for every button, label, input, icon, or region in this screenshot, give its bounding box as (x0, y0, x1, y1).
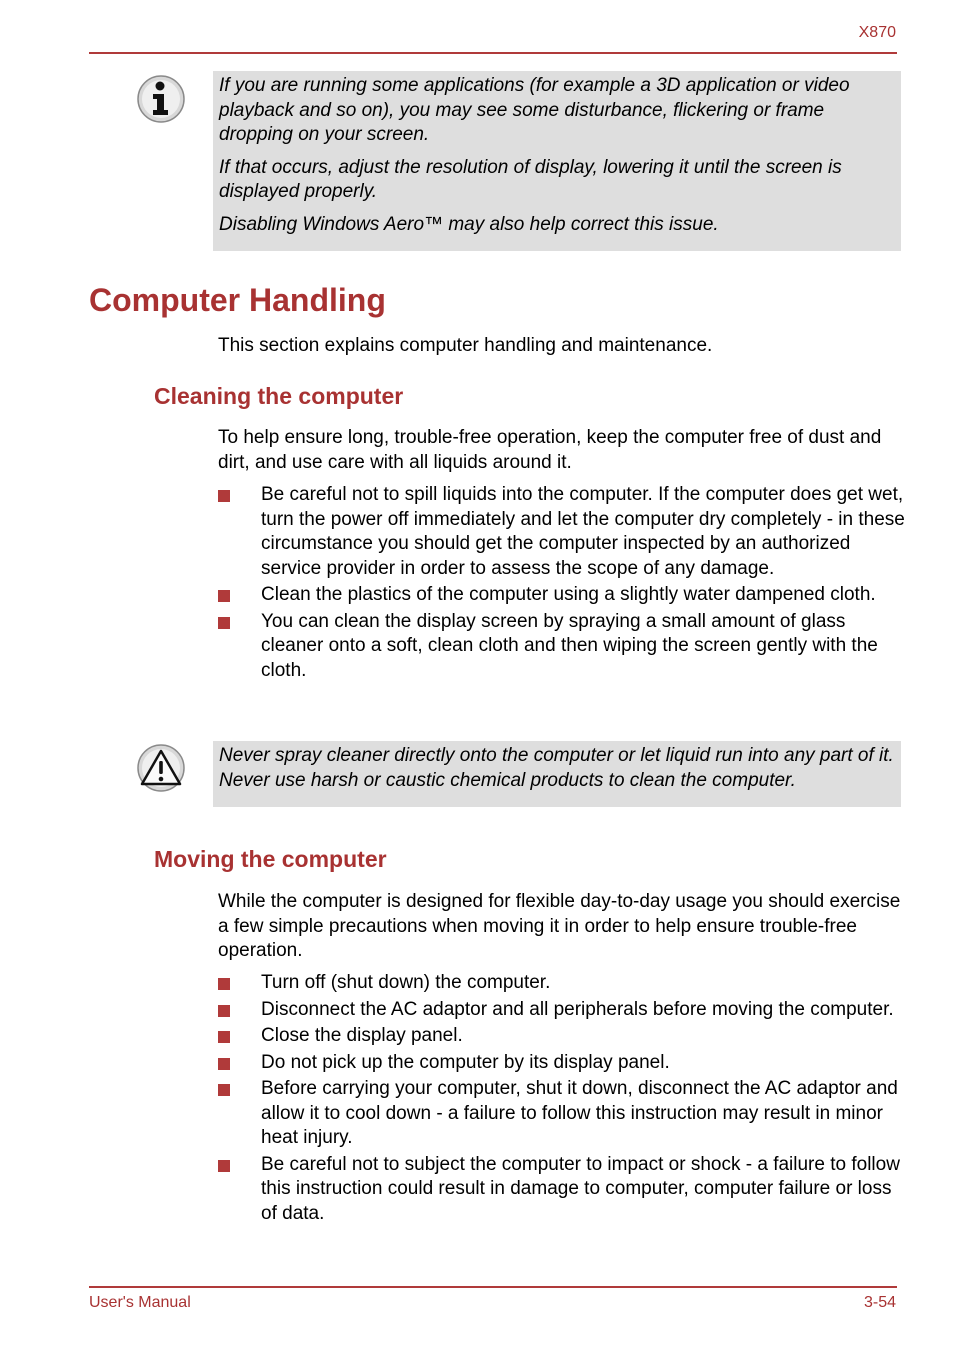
list-item: You can clean the display screen by spraying a small amount of glass cleaner onto a soft, clean cloth and then wiping the screen gently with the cloth. (218, 610, 908, 684)
list-item: Clean the plastics of the computer using a slightly water dampened cloth. (218, 583, 908, 608)
info-note-paragraph: If that occurs, adjust the resolution of display, lowering it until the screen is displayed properly. (219, 156, 842, 202)
moving-heading: Moving the computer (154, 846, 387, 872)
info-note-paragraph: If you are running some applications (for example a 3D application or video playback and so on), you may see some disturbance, flickering or frame dropping on your screen. (219, 75, 850, 145)
list-item: Do not pick up the computer by its display panel. (218, 1051, 908, 1076)
list-item: Before carrying your computer, shut it down, disconnect the AC adaptor and allow it to cool down - a failure to follow this instruction may result in minor heat injury. (218, 1077, 908, 1151)
section-title: Computer Handling (89, 282, 386, 318)
warning-note (213, 741, 901, 807)
list-item: Turn off (shut down) the computer. (218, 971, 908, 996)
info-icon (136, 74, 186, 124)
warning-icon (136, 743, 186, 793)
list-item: Disconnect the AC adaptor and all peripherals before moving the computer. (218, 998, 908, 1023)
page-number: 3-54 (863, 1294, 896, 1311)
list-item: Close the display panel. (218, 1024, 908, 1049)
header-rule (89, 52, 897, 54)
cleaning-list (218, 483, 908, 685)
warning-note-text: Never spray cleaner directly onto the computer or let liquid run into any part of it. Never use harsh or caustic chemical products to clean the computer. (219, 745, 894, 791)
section-intro: This section explains computer handling and maintenance. (218, 335, 713, 356)
moving-paragraph: While the computer is designed for flexible day-to-day usage you should exercise a few simple precautions when moving it in order to help ensure trouble-free operation. (218, 891, 901, 961)
footer-manual-title: User's Manual (89, 1294, 191, 1311)
moving-list (218, 971, 908, 1228)
list-item: Be careful not to subject the computer to impact or shock - a failure to follow this instruction could result in damage to computer, computer failure or loss of data. (218, 1153, 908, 1227)
header-model: X870 (858, 24, 896, 41)
list-item: Be careful not to spill liquids into the computer. If the computer does get wet, turn the power off immediately and let the computer dry completely - in these circumstance you should get the computer inspected by an authorized service provider in order to assess the scope of any damage. (218, 483, 908, 581)
info-note (213, 71, 901, 251)
footer-rule (89, 1286, 897, 1288)
cleaning-paragraph: To help ensure long, trouble-free operation, keep the computer free of dust and dirt, and use care with all liquids around it. (218, 427, 882, 473)
cleaning-heading: Cleaning the computer (154, 383, 404, 409)
info-note-paragraph: Disabling Windows Aero™ may also help correct this issue. (219, 213, 719, 235)
